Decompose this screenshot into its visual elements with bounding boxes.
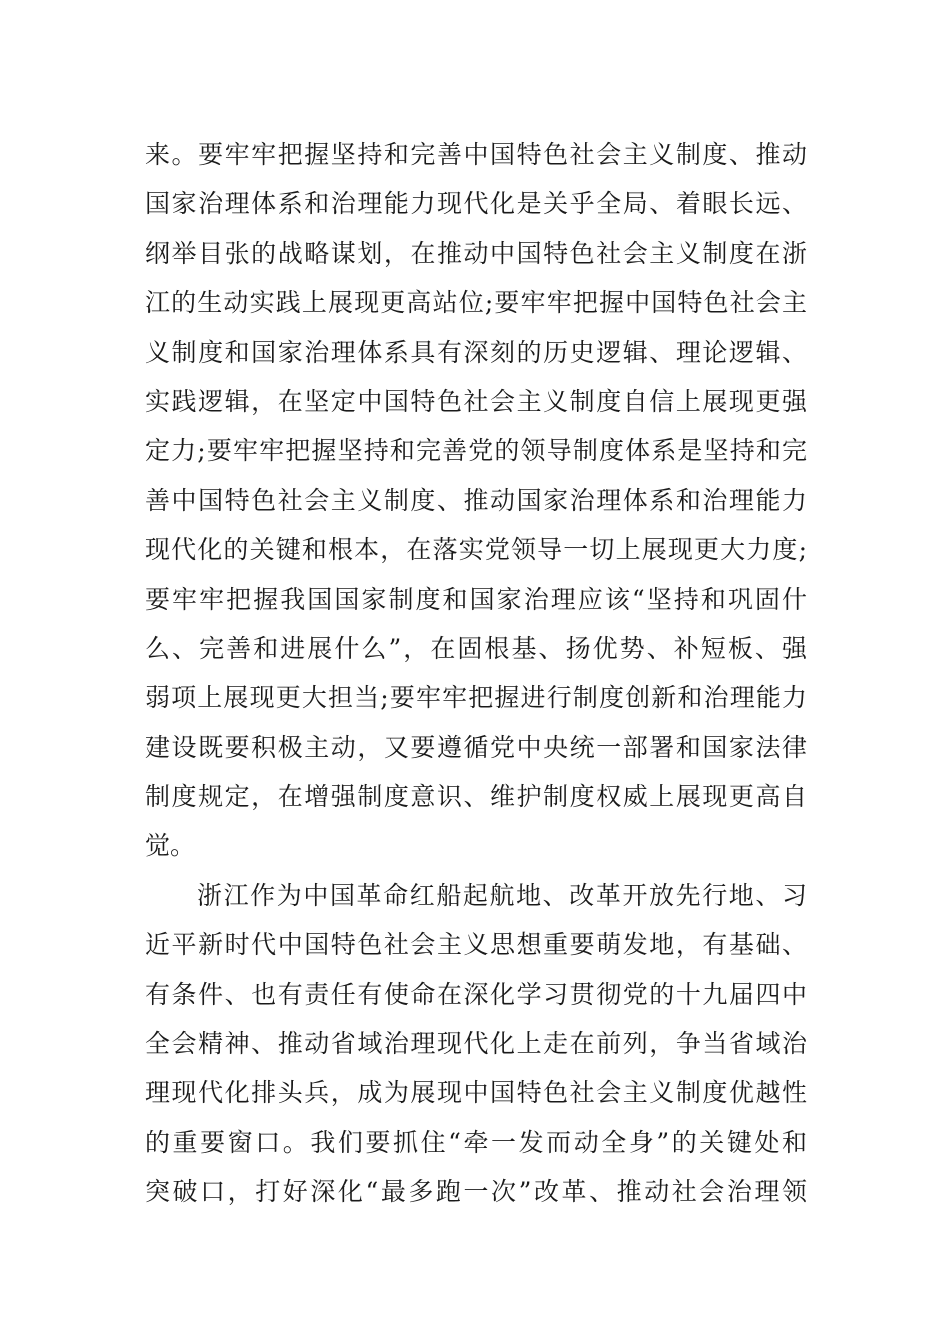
text-line: 觉。 [145, 831, 196, 861]
text-line: 建设既要积极主动，又要遵循党中央统一部署和国家法律 [145, 732, 807, 762]
paragraph-first-line: 浙江作为中国革命红船起航地、改革开放先行地、习 [197, 880, 807, 910]
text-line: 定力;要牢牢把握坚持和完善党的领导制度体系是坚持和完 [145, 436, 807, 466]
text-line: 江的生动实践上展现更高站位;要牢牢把握中国特色社会主 [145, 288, 807, 318]
text-line: 有条件、也有责任有使命在深化学习贯彻党的十九届四中 [145, 979, 807, 1009]
text-line: 要牢牢把握我国国家制度和国家治理应该“坚持和巩固什 [145, 584, 807, 614]
text-line: 的重要窗口。我们要抓住“牵一发而动全身”的关键处和 [145, 1127, 807, 1157]
text-line: 纲举目张的战略谋划，在推动中国特色社会主义制度在浙 [145, 238, 807, 268]
text-line: 近平新时代中国特色社会主义思想重要萌发地，有基础、 [145, 930, 807, 960]
text-line: 弱项上展现更大担当;要牢牢把握进行制度创新和治理能力 [145, 683, 807, 713]
text-line: 制度规定，在增强制度意识、维护制度权威上展现更高自 [145, 782, 807, 812]
text-line: 现代化的关键和根本，在落实党领导一切上展现更大力度; [145, 535, 807, 565]
text-line: 义制度和国家治理体系具有深刻的历史逻辑、理论逻辑、 [145, 337, 807, 367]
text-line: 来。要牢牢把握坚持和完善中国特色社会主义制度、推动 [145, 140, 807, 169]
document-body [145, 130, 807, 1217]
text-line: 全会精神、推动省域治理现代化上走在前列，争当省域治 [145, 1029, 807, 1059]
text-line: 突破口，打好深化“最多跑一次”改革、推动社会治理领 [145, 1177, 807, 1207]
text-line: 善中国特色社会主义制度、推动国家治理体系和治理能力 [145, 485, 807, 515]
text-line: 理现代化排头兵，成为展现中国特色社会主义制度优越性 [145, 1078, 807, 1108]
text-line: 实践逻辑，在坚定中国特色社会主义制度自信上展现更强 [145, 386, 807, 416]
text-line: 么、完善和进展什么”，在固根基、扬优势、补短板、强 [145, 633, 807, 663]
text-line: 国家治理体系和治理能力现代化是关乎全局、着眼长远、 [145, 189, 807, 219]
